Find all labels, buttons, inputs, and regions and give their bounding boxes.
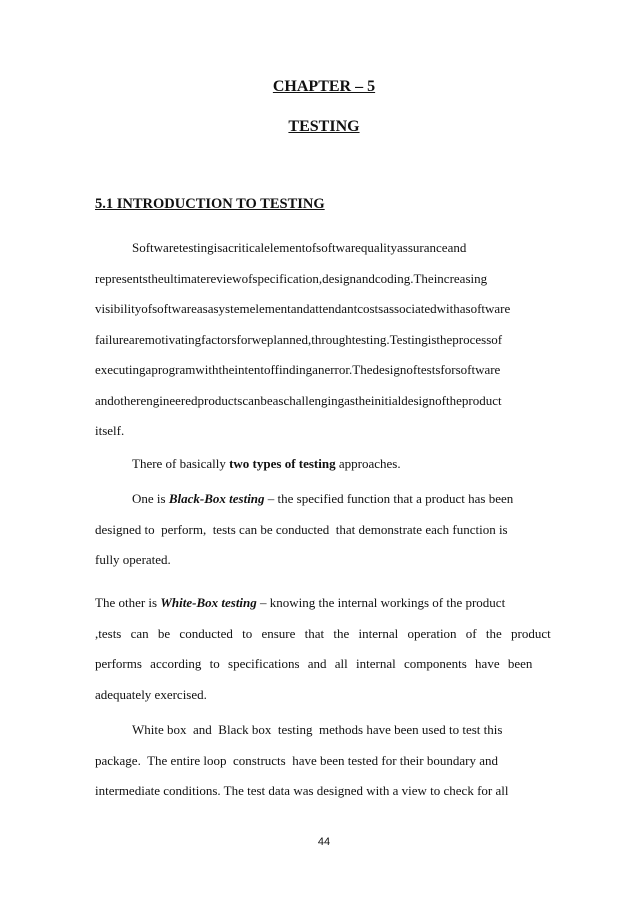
word: motivating xyxy=(144,331,202,347)
word: and xyxy=(290,301,310,316)
word: with xyxy=(436,301,460,316)
word: and xyxy=(356,270,375,286)
paragraph-line xyxy=(95,264,552,295)
word: design xyxy=(401,392,436,408)
word: process xyxy=(452,331,492,347)
text-span: The other is xyxy=(95,595,161,610)
paragraph-line: itself. xyxy=(95,423,125,438)
paragraph-line: adequately exercised. xyxy=(95,686,207,702)
word: software xyxy=(465,301,511,316)
word: initial xyxy=(370,392,402,408)
word: of xyxy=(406,362,418,377)
text-span: One is xyxy=(132,491,169,506)
word: factors xyxy=(201,331,237,347)
paragraph-introduction xyxy=(95,233,552,447)
word: of xyxy=(435,392,447,408)
word: software xyxy=(316,240,361,255)
section-heading: 5.1 INTRODUCTION TO TESTING xyxy=(95,196,325,212)
paragraph-line xyxy=(95,386,552,417)
word: can xyxy=(242,392,261,408)
word: assurance xyxy=(397,240,448,255)
word: visibility xyxy=(95,301,142,316)
word: quality xyxy=(360,240,398,255)
text-span: – knowing the internal workings of the product xyxy=(256,595,506,610)
paragraph-line xyxy=(95,449,552,480)
word: testing. xyxy=(351,331,390,347)
word: design xyxy=(372,362,407,377)
word: increasing xyxy=(433,270,488,286)
word: critical xyxy=(228,240,265,255)
word: software xyxy=(455,362,501,377)
paragraph-line: package. The entire loop constructs have been tested for their boundary and xyxy=(95,752,498,768)
word: intent xyxy=(234,362,264,377)
word: associated xyxy=(383,301,437,316)
word: coding. xyxy=(374,270,414,286)
word: finding xyxy=(274,362,313,377)
emphasis-text: Black-Box testing xyxy=(168,491,265,506)
word: The xyxy=(413,270,434,286)
paragraph-line: ,tests can be conducted to ensure that the internal operation of the product xyxy=(95,625,551,641)
word: Software xyxy=(132,240,179,255)
word: testing xyxy=(178,240,214,255)
word: a xyxy=(207,301,214,316)
word: a xyxy=(145,362,152,377)
word: products xyxy=(197,392,243,408)
word: the xyxy=(446,392,462,408)
word: ultimate xyxy=(163,270,207,286)
word: for xyxy=(440,362,456,377)
word: represents xyxy=(95,270,148,286)
word: an xyxy=(312,362,325,377)
word: tests xyxy=(417,362,441,377)
word: the xyxy=(218,362,235,377)
chapter-heading: CHAPTER – 5 xyxy=(272,78,376,95)
word: a xyxy=(459,301,466,316)
paragraph-line xyxy=(95,294,552,325)
word: is xyxy=(213,240,223,255)
word: are xyxy=(128,331,145,347)
word: the xyxy=(147,270,164,286)
word: as xyxy=(196,301,208,316)
word: a xyxy=(222,240,229,255)
word: engineered xyxy=(140,392,198,408)
paragraph-line: designed to perform, tests can be conducted that demonstrate each function is xyxy=(95,521,508,537)
paragraph-methods xyxy=(95,715,552,807)
word: other xyxy=(113,392,141,408)
paragraph-line: fully operated. xyxy=(95,552,171,567)
word: element xyxy=(249,301,291,316)
word: attendant xyxy=(309,301,358,316)
word: program xyxy=(151,362,196,377)
word: The xyxy=(352,362,373,377)
word: and xyxy=(447,240,467,255)
text-span: approaches. xyxy=(335,456,401,471)
paragraph-white-box xyxy=(95,588,552,710)
chapter-title: TESTING xyxy=(288,118,360,135)
word: of xyxy=(491,331,503,347)
word: be xyxy=(260,392,273,408)
paragraph-line xyxy=(95,233,552,264)
word: the xyxy=(436,331,453,347)
paragraph-line: White box and Black box testing methods have been used to test this xyxy=(132,722,503,737)
word: of xyxy=(141,301,153,316)
word: through xyxy=(311,331,352,347)
word: challenging xyxy=(283,392,345,408)
text-span: There of basically xyxy=(132,456,230,471)
paragraph-line: intermediate conditions. The test data was designed with a view to check for all xyxy=(95,783,509,798)
word: for xyxy=(236,331,252,347)
paragraph-line: performs according to specifications and all internal components have been xyxy=(95,656,533,671)
paragraph-line xyxy=(95,325,552,356)
page-number: 44 xyxy=(317,836,331,848)
word: planned, xyxy=(266,331,312,347)
paragraph-line xyxy=(95,484,552,515)
paragraph-line xyxy=(95,355,552,386)
word: of xyxy=(305,240,317,255)
word: is xyxy=(427,331,437,347)
word: as xyxy=(272,392,284,408)
paragraph-line xyxy=(95,588,552,619)
emphasis-text: White-Box testing xyxy=(160,595,257,610)
text-span: – the specified function that a product has been xyxy=(264,491,514,506)
paragraph-testing-types xyxy=(95,449,552,480)
word: element xyxy=(264,240,306,255)
word: and xyxy=(95,392,114,408)
word: executing xyxy=(95,362,146,377)
word: specification, xyxy=(252,270,323,286)
word: product xyxy=(461,392,502,408)
word: of xyxy=(264,362,275,377)
word: we xyxy=(251,331,267,347)
paragraph-black-box xyxy=(95,484,552,576)
word: error. xyxy=(324,362,353,377)
word: review xyxy=(206,270,242,286)
word: costs xyxy=(357,301,384,316)
word: with xyxy=(195,362,219,377)
word: the xyxy=(354,392,371,408)
word: software xyxy=(152,301,197,316)
word: design xyxy=(322,270,357,286)
word: system xyxy=(213,301,250,316)
word: of xyxy=(241,270,253,286)
word: as xyxy=(344,392,355,408)
word: failure xyxy=(95,331,129,347)
emphasis-text: two types of testing xyxy=(229,456,336,471)
word: Testing xyxy=(389,331,428,347)
